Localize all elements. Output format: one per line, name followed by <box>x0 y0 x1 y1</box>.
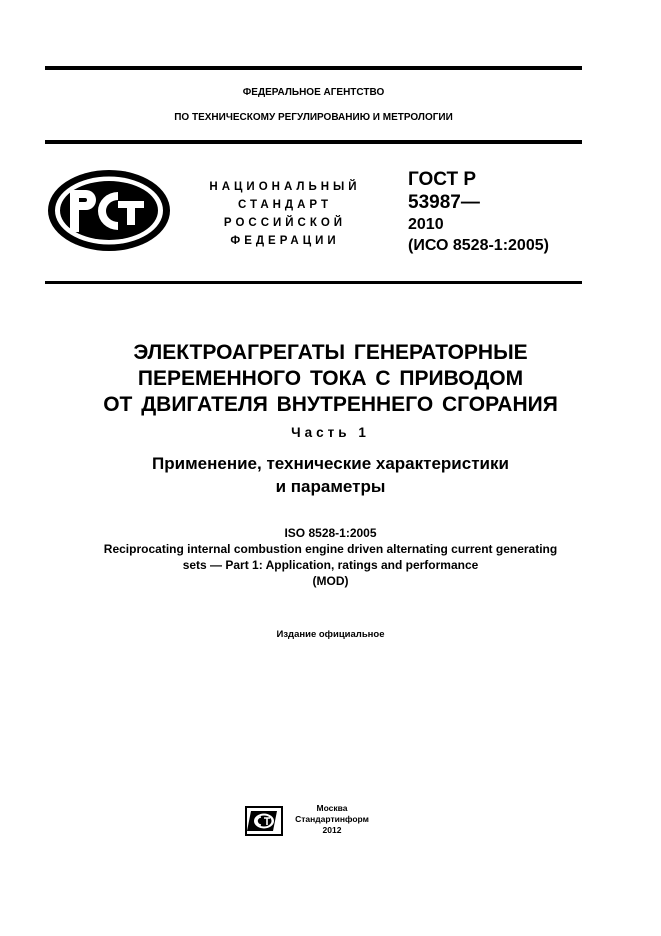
iso-reference-block <box>20 525 641 589</box>
gost-year: 2010 <box>408 216 444 233</box>
national-standard-label <box>195 178 375 250</box>
natstd-line: НАЦИОНАЛЬНЫЙ <box>209 181 361 193</box>
iso-code: ISO 8528-1:2005 <box>284 526 377 540</box>
publisher-name: Стандартинформ <box>295 814 369 824</box>
publisher-imprint <box>286 803 378 836</box>
gost-iso-reference: (ИСО 8528-1:2005) <box>408 237 549 254</box>
title-line: ПЕРЕМЕННОГО ТОКА С ПРИВОДОМ <box>137 367 524 390</box>
gost-prefix: ГОСТ Р <box>408 169 477 190</box>
document-subtitle <box>40 452 621 498</box>
subtitle-line: и параметры <box>275 477 386 496</box>
top-rule <box>45 66 582 70</box>
natstd-line: РОССИЙСКОЙ <box>223 217 347 229</box>
agency-name-line1: ФЕДЕРАЛЬНОЕ АГЕНТСТВО <box>242 87 385 98</box>
gost-number: 53987— <box>408 192 480 213</box>
iso-title-line: sets — Part 1: Application, ratings and performance <box>182 558 479 572</box>
header-rule <box>45 140 582 144</box>
publisher-year: 2012 <box>322 825 342 835</box>
part-number: Часть 1 <box>291 425 370 440</box>
publisher-city: Москва <box>316 803 348 813</box>
standard-designation <box>408 168 549 256</box>
edition-label: Издание официальное <box>276 629 385 640</box>
title-line: ЭЛЕКТРОАГРЕГАТЫ ГЕНЕРАТОРНЫЕ <box>133 341 528 364</box>
subtitle-line: Применение, технические характеристики <box>152 454 509 473</box>
iso-mod: (MOD) <box>312 574 349 588</box>
designation-rule <box>45 281 582 284</box>
title-line: ОТ ДВИГАТЕЛЯ ВНУТРЕННЕГО СГОРАНИЯ <box>103 393 558 416</box>
natstd-line: СТАНДАРТ <box>238 199 332 211</box>
standartinform-logo-icon <box>245 806 283 836</box>
agency-name-line2: ПО ТЕХНИЧЕСКОМУ РЕГУЛИРОВАНИЮ И МЕТРОЛОГИИ <box>174 112 453 123</box>
natstd-line: ФЕДЕРАЦИИ <box>230 235 340 247</box>
iso-title-line: Reciprocating internal combustion engine driven alternating current generating <box>103 542 558 556</box>
rst-conformity-logo-icon <box>46 168 172 253</box>
document-title <box>40 340 621 418</box>
